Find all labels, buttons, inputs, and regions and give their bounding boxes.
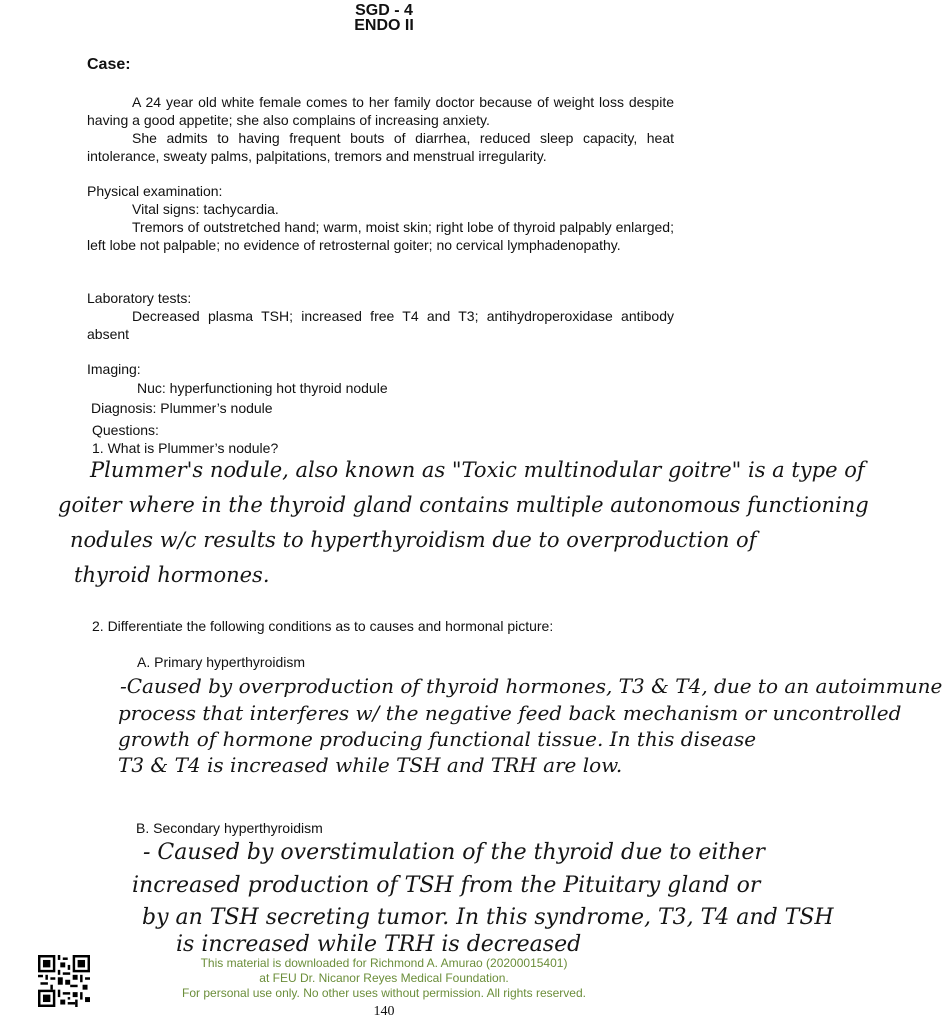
- document-title: SGD - 4: [355, 2, 413, 19]
- diagnosis: Diagnosis: Plummer’s nodule: [91, 400, 273, 416]
- questions-label: Questions:: [92, 422, 159, 438]
- physical-exam-label: Physical examination:: [87, 183, 223, 199]
- handwritten-answer-line: goiter where in the thyroid gland contains multiple autonomous functioning: [58, 493, 869, 517]
- imaging-label: Imaging:: [87, 361, 141, 377]
- lab-tests-label: Laboratory tests:: [87, 290, 192, 306]
- question-2a-label: A. Primary hyperthyroidism: [137, 654, 306, 670]
- handwritten-answer-line: growth of hormone producing functional tissue. In this disease: [118, 727, 757, 751]
- vital-signs: Vital signs: tachycardia.: [132, 201, 279, 217]
- handwritten-answer-line: process that interferes w/ the negative feed back mechanism or uncontrolled: [118, 701, 902, 725]
- handwritten-answer-line: increased production of TSH from the Pituitary gland or: [132, 873, 761, 898]
- download-notice: This material is downloaded for Richmond A. Amurao (20200015401): [200, 956, 568, 970]
- question-2: 2. Differentiate the following conditions as to causes and hormonal picture:: [92, 618, 554, 634]
- handwritten-answer-line: is increased while TRH is decreased: [176, 932, 582, 957]
- case-paragraph-1: A 24 year old white female comes to her family doctor because of weight loss despite having a good appetite; she also complains of increasing anxiety.: [87, 94, 674, 128]
- question-1: 1. What is Plummer’s nodule?: [92, 440, 279, 456]
- question-2b-label: B. Secondary hyperthyroidism: [136, 820, 323, 836]
- page-number: 140: [373, 1004, 395, 1019]
- handwritten-answer-line: thyroid hormones.: [74, 563, 270, 587]
- handwritten-answer-line: nodules w/c results to hyperthyroidism due to overproduction of: [70, 528, 757, 552]
- imaging-nuc: Nuc: hyperfunctioning hot thyroid nodule: [137, 380, 388, 396]
- physical-exam-findings: Tremors of outstretched hand; warm, moist skin; right lobe of thyroid palpably enlarged; left lobe not palpable; no evidence of retrosternal goiter; no cervical lymphadenopathy.: [87, 219, 674, 253]
- handwritten-answer-line: -Caused by overproduction of thyroid hormones, T3 & T4, due to an autoimmune: [120, 674, 942, 698]
- case-heading: Case:: [87, 56, 131, 73]
- handwritten-answer-line: - Caused by overstimulation of the thyroid due to either: [143, 840, 765, 865]
- case-paragraph-2: She admits to having frequent bouts of diarrhea, reduced sleep capacity, heat intolerance, sweaty palms, palpitations, tremors and menstrual irregularity.: [87, 130, 674, 164]
- usage-notice: For personal use only. No other uses without permission. All rights reserved.: [182, 986, 586, 1000]
- handwritten-answer-line: T3 & T4 is increased while TSH and TRH are low.: [118, 753, 623, 777]
- handwritten-answer-line: Plummer's nodule, also known as "Toxic multinodular goitre" is a type of: [90, 458, 865, 482]
- lab-tests-findings: Decreased plasma TSH; increased free T4 and T3; antihydroperoxidase antibody absent: [87, 308, 674, 342]
- institution-notice: at FEU Dr. Nicanor Reyes Medical Foundation.: [259, 971, 509, 985]
- handwritten-answer-line: by an TSH secreting tumor. In this syndrome, T3, T4 and TSH: [142, 905, 834, 930]
- document-subtitle: ENDO II: [354, 17, 414, 34]
